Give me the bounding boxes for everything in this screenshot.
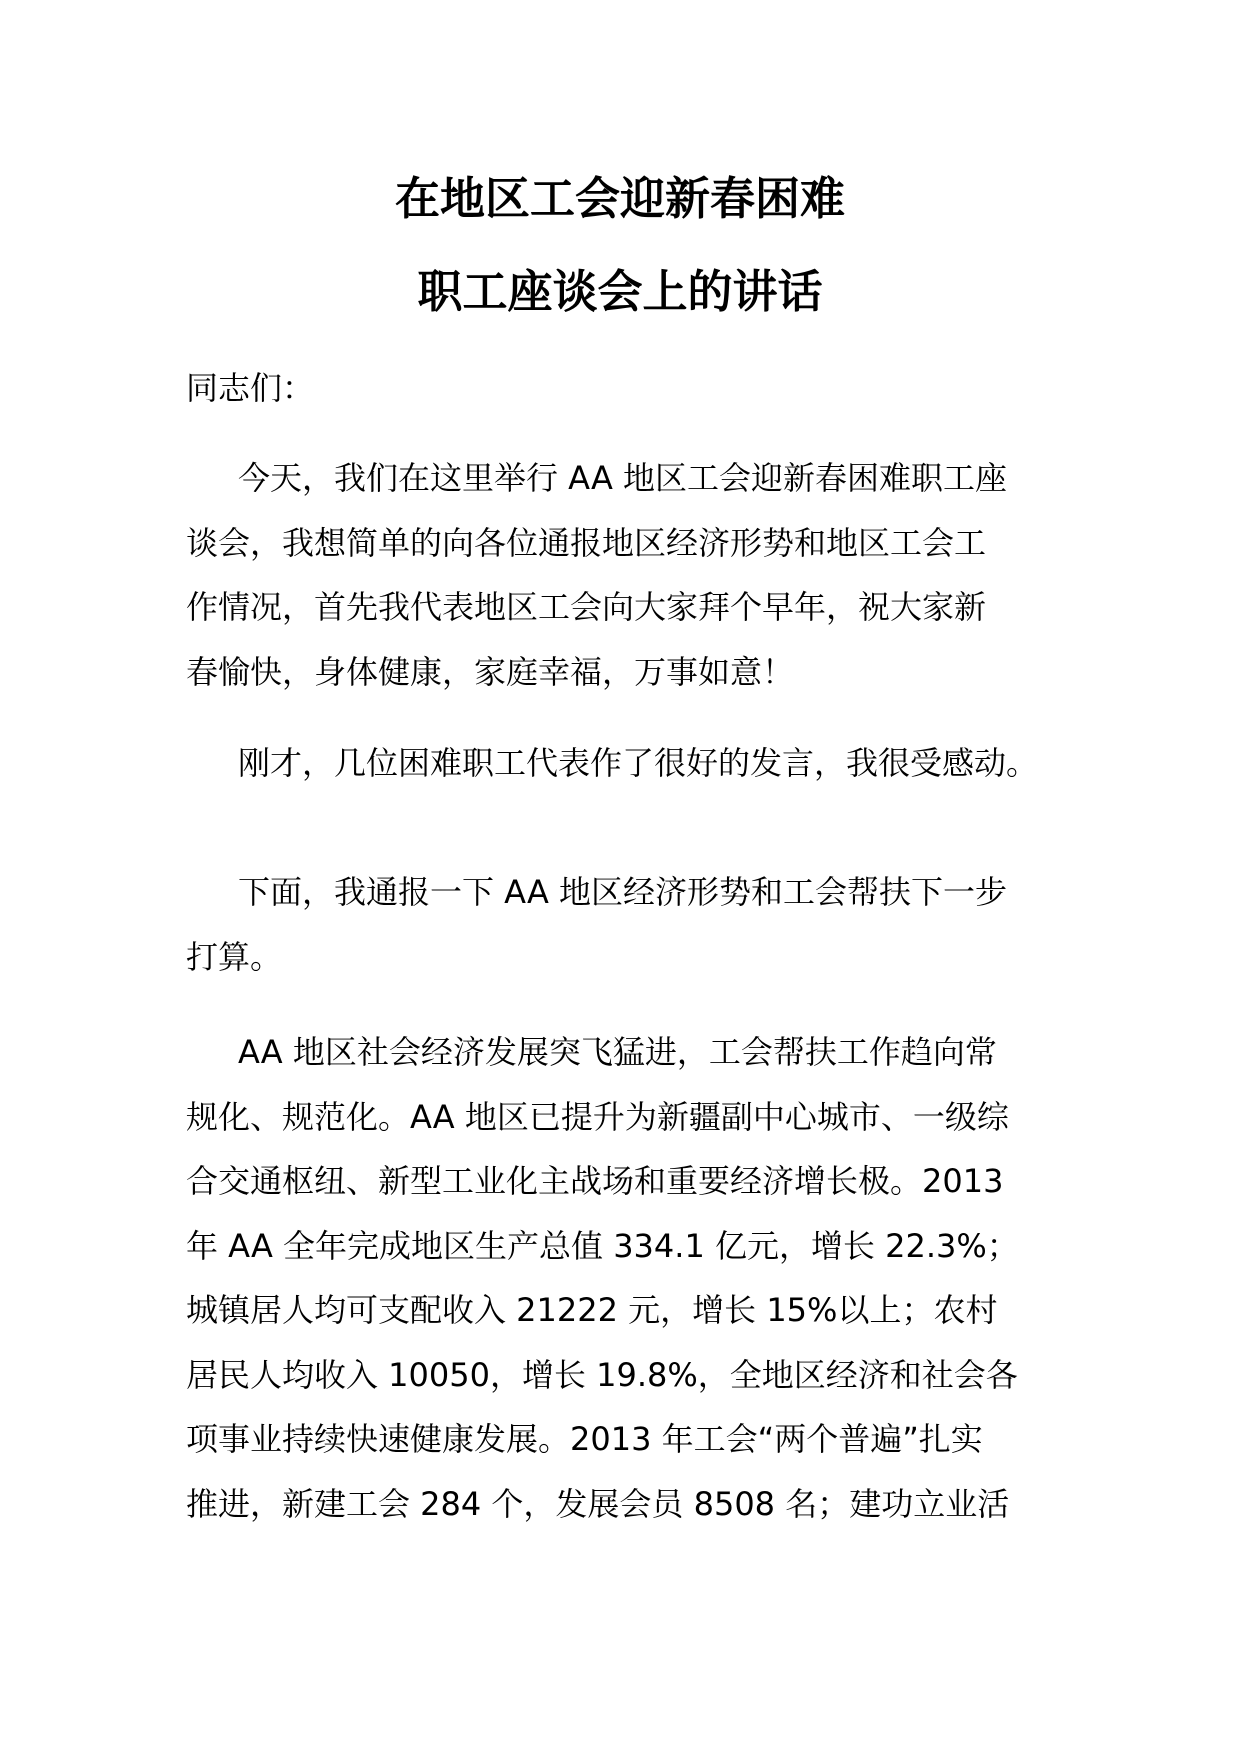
paragraph-line: 打算。: [186, 937, 283, 976]
paragraph-line: 今天，我们在这里举行 AA 地区工会迎新春困难职工座: [238, 459, 1008, 497]
paragraph-greeting: [186, 446, 1056, 704]
paragraph-line: 规化、规范化。AA 地区已提升为新疆副中心城市、一级综: [186, 1097, 1009, 1136]
paragraph-line: 城镇居人均可支配收入 21222 元，增长 15%以上；农村: [186, 1291, 998, 1329]
paragraph-line: 作情况，首先我代表地区工会向大家拜个早年，祝大家新: [186, 588, 987, 626]
paragraph-line: 居民人均收入 10050，增长 19.8%，全地区经济和社会各: [186, 1355, 1018, 1394]
paragraph-line: 谈会，我想简单的向各位通报地区经济形势和地区工会工: [186, 523, 987, 562]
title-line-2: 职工座谈会上的讲话: [417, 265, 823, 318]
paragraph-line: AA 地区社会经济发展突飞猛进，工会帮扶工作趋向常: [238, 1033, 997, 1071]
paragraph-line: 刚才，几位困难职工代表作了很好的发言，我很受感动。: [238, 744, 1039, 782]
paragraph-line: 合交通枢纽、新型工业化主战场和重要经济增长极。2013: [186, 1162, 1004, 1200]
paragraph-line: 春愉快，身体健康，家庭幸福，万事如意！: [186, 652, 795, 691]
paragraph-thanks: [186, 731, 1056, 796]
paragraph-line: 项事业持续快速健康发展。2013 年工会“两个普遍”扎实: [186, 1420, 983, 1458]
paragraph-economy: [186, 1020, 1056, 1536]
salutation: 同志们：: [186, 369, 315, 407]
title-line-1: 在地区工会迎新春困难: [394, 172, 845, 225]
paragraph-line: 下面，我通报一下 AA 地区经济形势和工会帮扶下一步: [238, 873, 1008, 911]
paragraph-line: 推进，新建工会 284 个，发展会员 8508 名；建功立业活: [186, 1484, 1010, 1523]
paragraph-line: 年 AA 全年完成地区生产总值 334.1 亿元，增长 22.3%；: [186, 1226, 1019, 1265]
paragraph-outline: [186, 860, 1056, 989]
